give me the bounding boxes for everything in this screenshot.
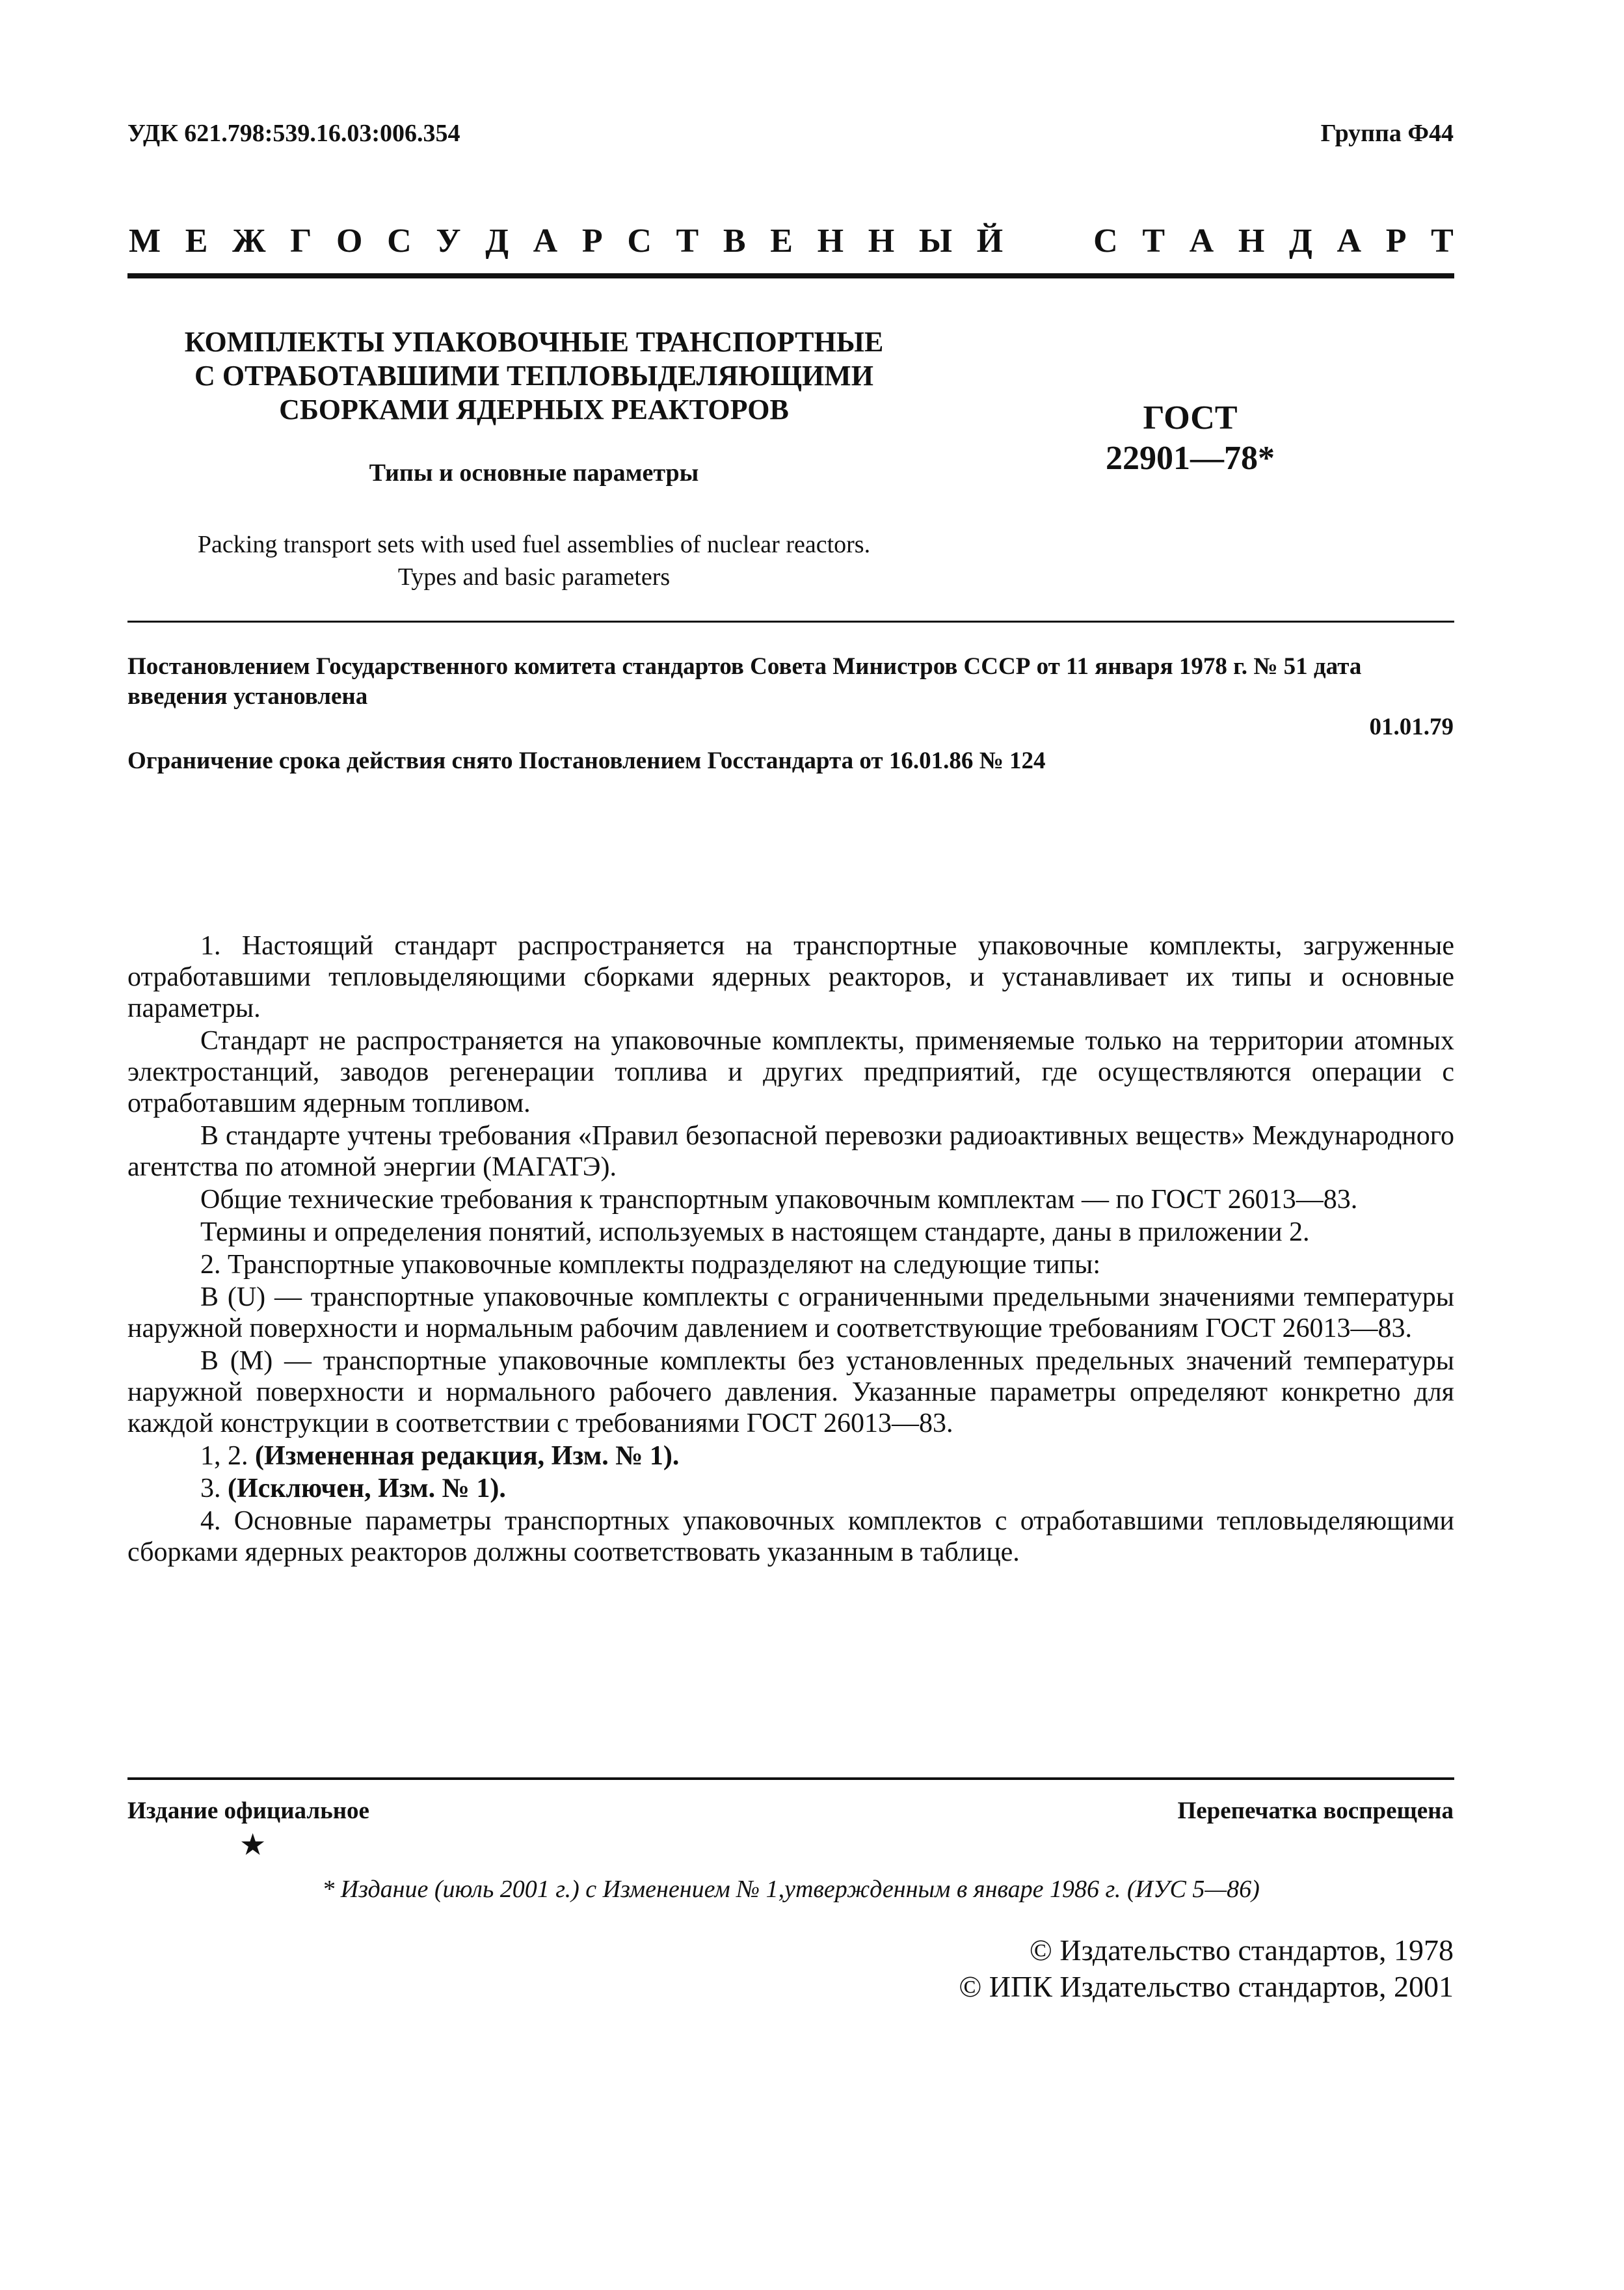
heading-letter: Д <box>1289 222 1312 260</box>
top-divider <box>127 273 1454 278</box>
title-line-1: КОМПЛЕКТЫ УПАКОВОЧНЫЕ ТРАНСПОРТНЫЕ <box>184 326 884 358</box>
heading-letter: Т <box>1142 222 1165 260</box>
document-body <box>127 930 1454 1569</box>
paragraph-11: 4. Основные параметры транспортных упаковочных комплектов с отработавшими тепловыделяющими сборками ядерных реакторов должны соответствовать указанным в таблице. <box>127 1506 1454 1567</box>
gost-number: 22901—78* <box>1106 440 1275 477</box>
heading-letter: Р <box>581 222 603 260</box>
heading-letter: Е <box>185 222 208 260</box>
paragraph-9-number: 1, 2. <box>200 1441 255 1471</box>
paragraph-1: 1. Настоящий стандарт распространяется на транспортные упаковочные комплекты, загруженные отработавшими тепловыделяющими сборками ядерных реакторов, и устанавливает их типы и основные параметры. <box>127 931 1454 1023</box>
paragraph-3: В стандарте учтены требования «Правил безопасной перевозки радиоактивных веществ» Международного агентства по атомной энергии (МАГАТЭ). <box>127 1121 1454 1182</box>
heading-letter: Д <box>485 222 509 260</box>
heading-letter: Ы <box>918 222 952 260</box>
document-subtitle: Типы и основные параметры <box>369 459 699 487</box>
heading-letter: Е <box>770 222 793 260</box>
heading-letter: Н <box>817 222 844 260</box>
heading-letter <box>1028 224 1036 258</box>
reprint-prohibited-label: Перепечатка воспрещена <box>1177 1798 1454 1824</box>
paragraph-4: Общие технические требования к транспортным упаковочным комплектам — по ГОСТ 26013—83. <box>200 1185 1358 1215</box>
paragraph-10 <box>127 1473 1454 1504</box>
heading-letter: М <box>129 222 161 260</box>
gost-designation <box>1106 398 1275 479</box>
heading-letter: Т <box>676 222 699 260</box>
heading-letter: Н <box>1238 222 1265 260</box>
paragraph-10-amendment: (Исключен, Изм. № 1). <box>228 1474 506 1503</box>
paragraph-7: В (U) — транспортные упаковочные комплекты с ограниченными предельными значениями температуры наружной поверхности и нормальным рабочим давлением и соответствующие требованиям ГОСТ 26013—83. <box>127 1282 1454 1343</box>
copyright-block <box>959 1932 1454 2005</box>
paragraph-5: Термины и определения понятий, используемых в настоящем стандарте, даны в приложении 2. <box>200 1217 1310 1247</box>
heading-letter: В <box>723 222 746 260</box>
heading-letter <box>1060 224 1069 258</box>
heading-letter: Н <box>868 222 895 260</box>
document-title <box>127 325 940 427</box>
heading-letter: А <box>1189 222 1214 260</box>
middle-divider <box>127 621 1454 623</box>
edition-note: * Издание (июль 2001 г.) с Изменением № 1,утвержденным в январе 1986 г. (ИУС 5—86) <box>322 1876 1260 1903</box>
heading-letter: Ж <box>232 222 266 260</box>
group-code: Группа Ф44 <box>1320 120 1454 147</box>
paragraph-9-amendment: (Измененная редакция, Изм. № 1). <box>255 1441 680 1471</box>
heading-letter: А <box>533 222 558 260</box>
paragraph-9 <box>127 1440 1454 1472</box>
limitation-note: Ограничение срока действия снято Постановлением Госстандарта от 16.01.86 № 124 <box>127 748 1046 774</box>
paragraph-8: В (М) — транспортные упаковочные комплекты без установленных предельных значений температуры наружной поверхности и нормального рабочего давления. Указанные параметры определяют конкретно для каждой конструкции в соответствии с требованиями ГОСТ 26013—83. <box>127 1346 1454 1438</box>
heading-letter: Р <box>1385 222 1407 260</box>
heading-letter: О <box>336 222 363 260</box>
title-line-3: СБОРКАМИ ЯДЕРНЫХ РЕАКТОРОВ <box>279 394 789 425</box>
heading-letter: С <box>387 222 412 260</box>
english-title-line-1: Packing transport sets with used fuel assemblies of nuclear reactors. <box>197 531 871 558</box>
paragraph-2: Стандарт не распространяется на упаковочные комплекты, применяемые только на территории атомных электростанций, заводов регенерации топлива и других предприятий, где осуществляются операции с отработавшим ядерным топливом. <box>127 1026 1454 1118</box>
english-title-line-2: Types and basic parameters <box>397 563 671 591</box>
introduction-date: 01.01.79 <box>1369 714 1454 740</box>
paragraph-10-number: 3. <box>200 1474 228 1503</box>
gost-label: ГОСТ <box>1143 399 1238 437</box>
star-icon: ★ <box>239 1828 267 1861</box>
official-edition-label: Издание официальное <box>127 1798 369 1824</box>
decree-text: Постановлением Государственного комитета стандартов Совета Министров СССР от 11 января 1978 г. № 51 дата введения установлена <box>127 653 1362 710</box>
title-line-2: С ОТРАБОТАВШИМИ ТЕПЛОВЫДЕЛЯЮЩИМИ <box>194 360 873 392</box>
heading-letter: С <box>1093 222 1118 260</box>
heading-letter: С <box>627 222 652 260</box>
paragraph-6: 2. Транспортные упаковочные комплекты подразделяют на следующие типы: <box>200 1250 1101 1280</box>
udk-code: УДК 621.798:539.16.03:006.354 <box>127 120 460 147</box>
footer-divider <box>127 1777 1454 1780</box>
heading-letter: Й <box>976 222 1004 260</box>
heading-letter: У <box>436 222 461 260</box>
heading-letter: А <box>1337 222 1362 260</box>
interstate-standard-heading <box>129 224 1454 258</box>
heading-letter: Т <box>1431 222 1454 260</box>
copyright-2001: © ИПК Издательство стандартов, 2001 <box>959 1970 1454 2003</box>
heading-letter: Г <box>290 222 312 260</box>
copyright-1978: © Издательство стандартов, 1978 <box>1029 1933 1454 1967</box>
english-title <box>127 528 940 593</box>
